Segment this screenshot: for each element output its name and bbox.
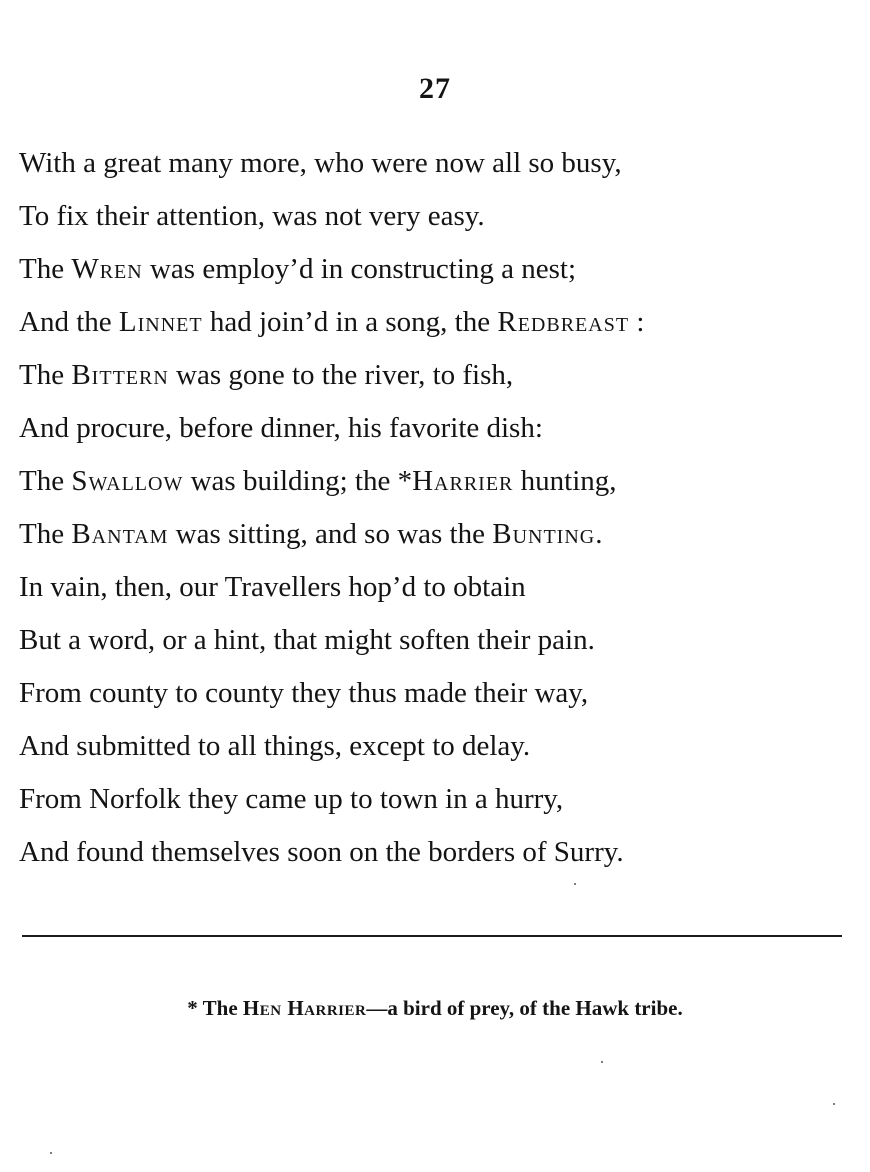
poem-line bbox=[19, 775, 849, 828]
line-text: had join’d in a song, the bbox=[202, 306, 498, 338]
bird-name: Bunting. bbox=[492, 518, 604, 550]
poem-line bbox=[19, 139, 849, 192]
line-text: The bbox=[19, 253, 72, 285]
bird-name: Bantam bbox=[71, 518, 169, 550]
line-text: was employ’d in constructing a nest; bbox=[142, 253, 577, 285]
line-text: And submitted to all things, except to delay. bbox=[19, 730, 531, 762]
poem-line bbox=[19, 616, 849, 669]
bird-name: Swallow bbox=[71, 465, 184, 497]
line-text: The bbox=[19, 359, 72, 391]
footnote-term: Hen Harrier bbox=[242, 996, 367, 1020]
bird-name: Bittern bbox=[71, 359, 169, 391]
line-text: To fix their attention, was not very easy. bbox=[19, 200, 485, 232]
line-text: And found themselves soon on the borders of Surry. bbox=[19, 836, 624, 868]
footnote bbox=[0, 996, 870, 1021]
page-number: 27 bbox=[419, 72, 451, 105]
poem-line bbox=[19, 722, 849, 775]
line-text: In vain, then, our Travellers hop’d to obtain bbox=[19, 571, 526, 603]
poem-line bbox=[19, 457, 849, 510]
poem-line bbox=[19, 669, 849, 722]
line-text: And the bbox=[19, 306, 119, 338]
footnote-marker: * The bbox=[187, 996, 243, 1020]
footnote-divider bbox=[22, 935, 842, 937]
line-text: was gone to the river, to fish, bbox=[168, 359, 514, 391]
bird-name: Harrier bbox=[412, 465, 514, 497]
bird-name: Redbreast bbox=[497, 306, 630, 338]
poem-line bbox=[19, 563, 849, 616]
print-speck bbox=[601, 1061, 603, 1063]
line-text: hunting, bbox=[513, 465, 617, 497]
line-text: From Norfolk they came up to town in a hurry, bbox=[19, 783, 564, 815]
line-text: was sitting, and so was the bbox=[168, 518, 493, 550]
poem-line bbox=[19, 298, 849, 351]
print-speck bbox=[833, 1103, 835, 1105]
poem-line bbox=[19, 828, 849, 881]
line-text: was building; the * bbox=[183, 465, 413, 497]
print-speck bbox=[574, 883, 576, 885]
poem-line bbox=[19, 404, 849, 457]
line-text: From county to county they thus made their way, bbox=[19, 677, 589, 709]
footnote-text: —a bird of prey, of the Hawk tribe. bbox=[366, 996, 683, 1020]
poem-line bbox=[19, 351, 849, 404]
poem-line bbox=[19, 245, 849, 298]
bird-name: Linnet bbox=[118, 306, 203, 338]
line-text: The bbox=[19, 465, 72, 497]
line-text: But a word, or a hint, that might soften their pain. bbox=[19, 624, 595, 656]
line-text: The bbox=[19, 518, 72, 550]
line-text: And procure, before dinner, his favorite dish: bbox=[19, 412, 543, 444]
line-text: With a great many more, who were now all so busy, bbox=[19, 147, 622, 179]
poem-line bbox=[19, 510, 849, 563]
poem-line bbox=[19, 192, 849, 245]
bird-name: Wren bbox=[71, 253, 143, 285]
print-speck bbox=[50, 1152, 52, 1154]
poem-body bbox=[19, 139, 849, 881]
line-text: : bbox=[629, 306, 645, 338]
